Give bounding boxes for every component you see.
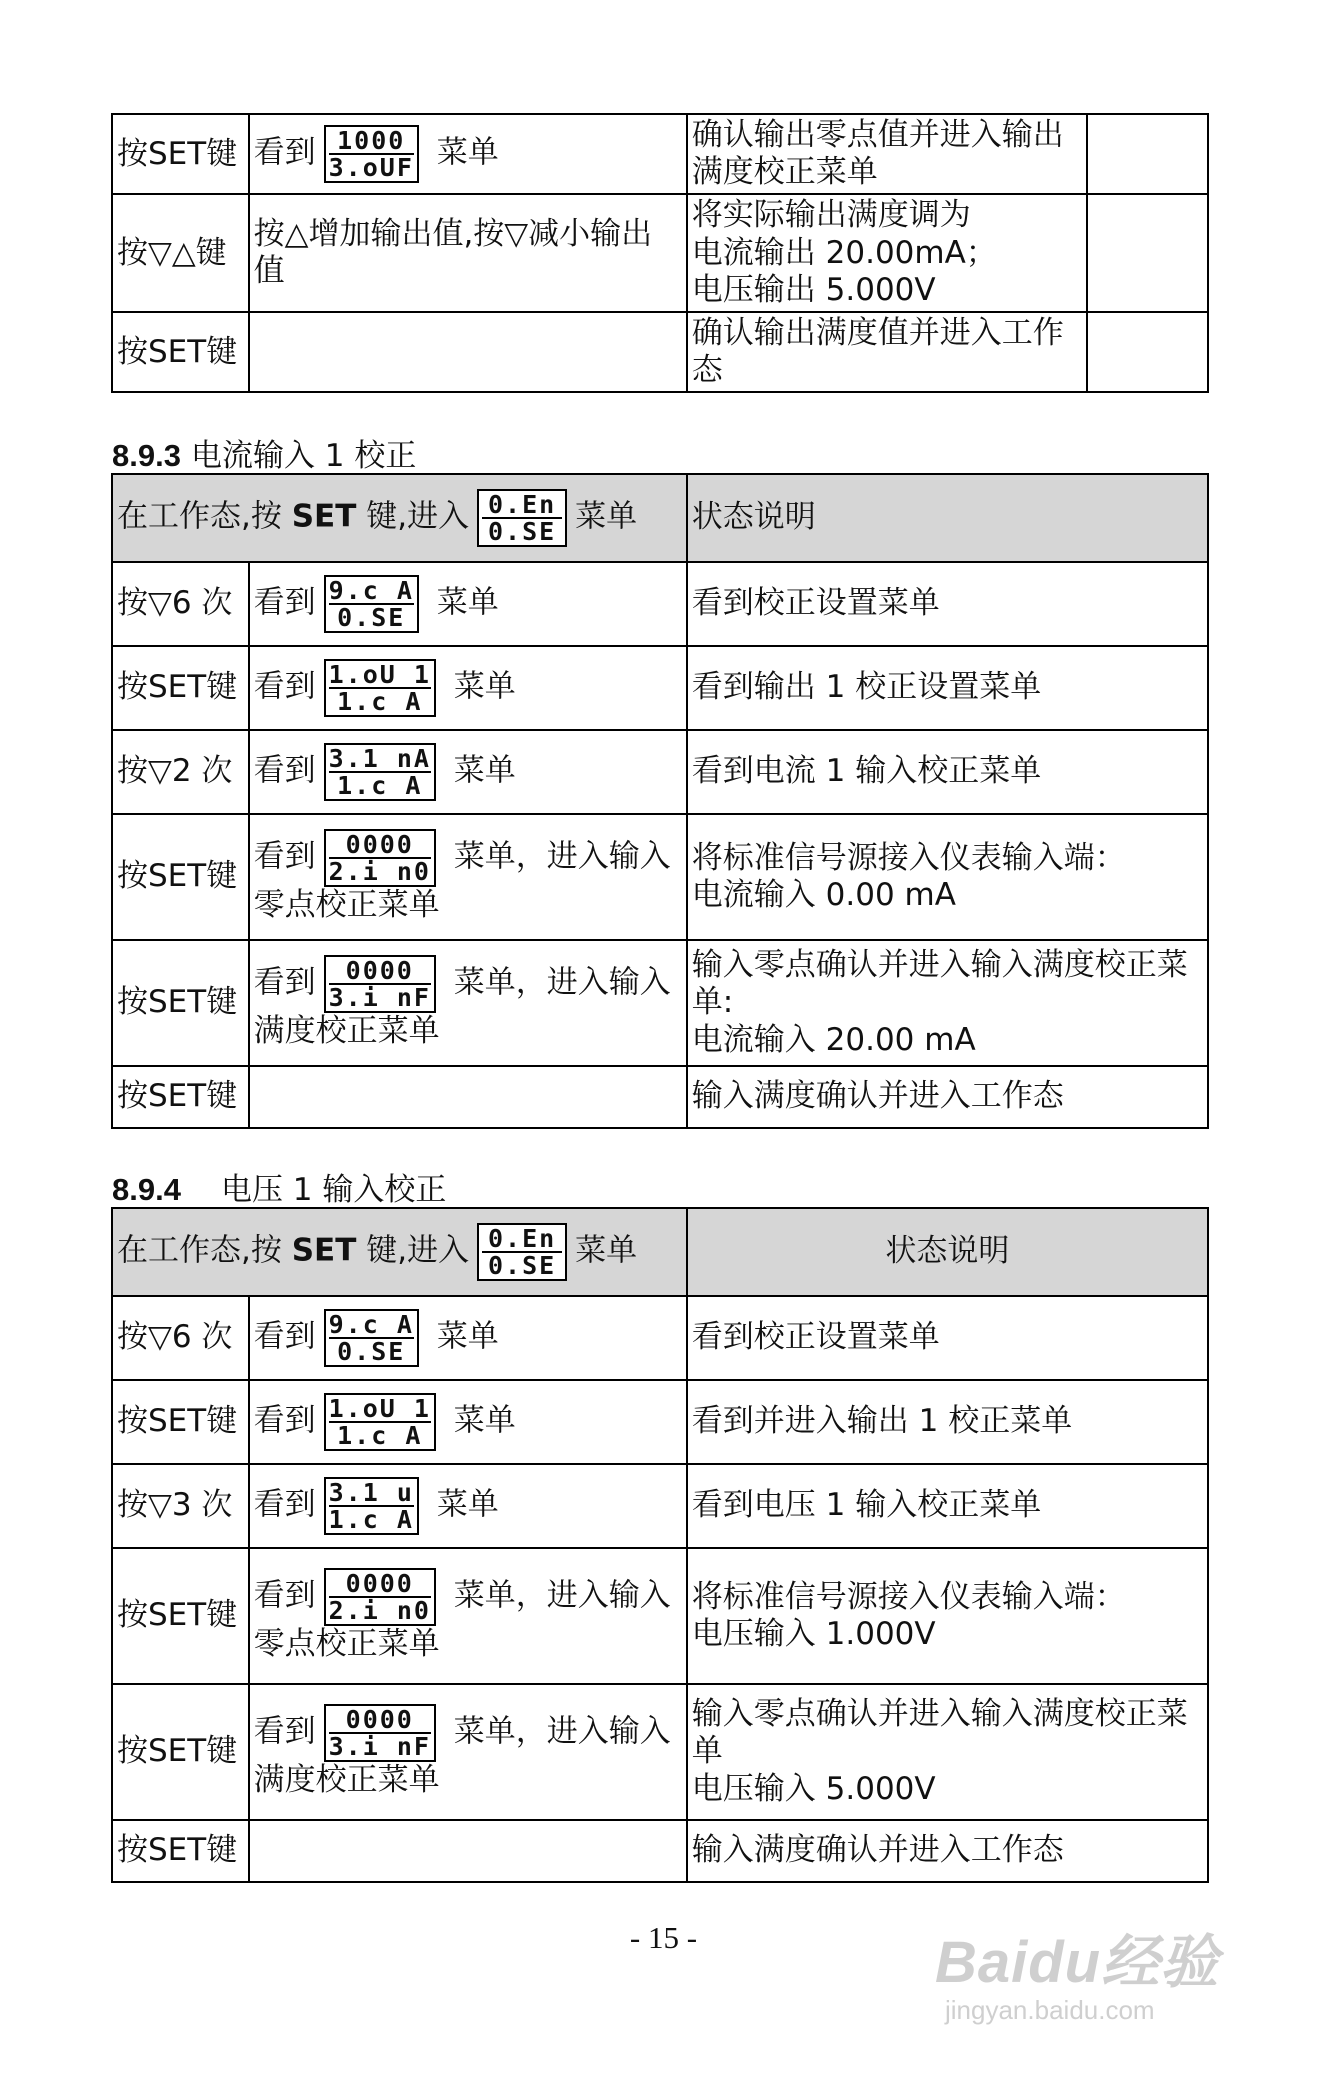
display-cell	[249, 312, 687, 392]
status-header-label: 状态说明	[885, 1233, 1010, 1270]
display-text: 看到	[253, 964, 316, 1001]
lcd-display-icon	[477, 1223, 567, 1281]
current-input-calibration-table	[111, 473, 1209, 1129]
action-label: 按SET键	[117, 984, 238, 1021]
section-number: 8.9.4	[112, 1172, 181, 1207]
current-input-calibration-body	[112, 474, 1208, 1128]
table-row	[112, 1464, 1208, 1548]
action-label: 按▽3 次	[117, 1487, 233, 1524]
display-suffix: 菜单	[426, 584, 499, 621]
lcd-top-line: 0.En	[487, 490, 557, 519]
header-text: 在工作态,按	[117, 1232, 292, 1269]
header-status	[687, 1208, 1208, 1296]
action-cell	[112, 114, 249, 194]
lcd-bottom-line: 0.SE	[482, 1251, 562, 1278]
description-text: 将标准信号源接入仪表输入端： 电压输入 1.000V	[691, 1578, 1126, 1652]
table-row	[112, 562, 1208, 646]
action-cell	[112, 1820, 249, 1882]
display-suffix: 菜单，进入输入零点校正菜单	[253, 838, 671, 924]
display-cell	[249, 562, 687, 646]
table-header-row	[112, 1208, 1208, 1296]
voltage-input-calibration-table	[111, 1207, 1209, 1883]
display-cell	[249, 1380, 687, 1464]
section-heading-8-9-4	[112, 1164, 446, 1209]
table-row	[112, 1066, 1208, 1128]
action-label: 按SET键	[117, 333, 238, 370]
description-cell	[687, 1548, 1208, 1684]
set-key-label: SET	[291, 1232, 357, 1269]
description-cell	[687, 1820, 1208, 1882]
description-text: 看到电流 1 输入校正菜单	[691, 753, 1042, 790]
display-suffix: 菜单	[443, 1402, 516, 1439]
description-cell	[687, 114, 1087, 194]
table-row	[112, 646, 1208, 730]
action-label: 按SET键	[117, 1403, 238, 1440]
header-text: 菜单	[575, 1232, 638, 1269]
lcd-display-icon	[324, 1309, 419, 1367]
action-cell	[112, 1380, 249, 1464]
table-header-row	[112, 474, 1208, 562]
lcd-top-line: 0000	[345, 830, 414, 860]
display-text: 按△增加输出值,按▽减小输出值	[253, 215, 653, 290]
display-text: 看到	[253, 1486, 316, 1523]
output-calibration-body	[112, 114, 1208, 392]
display-cell	[249, 1684, 687, 1820]
description-cell	[687, 814, 1208, 940]
action-cell	[112, 1548, 249, 1684]
table-row	[112, 114, 1208, 194]
header-text: 键,进入	[356, 498, 470, 535]
display-cell	[249, 194, 687, 312]
lcd-display-icon	[324, 1393, 436, 1451]
table-row	[112, 730, 1208, 814]
display-suffix: 菜单	[443, 668, 516, 705]
action-label: 按▽2 次	[117, 753, 233, 790]
header-instruction	[112, 474, 687, 562]
lcd-bottom-line: 0.SE	[329, 1337, 414, 1364]
lcd-bottom-line: 1.c A	[328, 1505, 414, 1534]
section-number: 8.9.3	[112, 438, 181, 473]
display-text: 看到	[253, 584, 316, 621]
voltage-input-calibration-body	[112, 1208, 1208, 1882]
section-heading-8-9-3	[112, 430, 416, 475]
status-header-label: 状态说明	[691, 499, 816, 536]
description-text: 将标准信号源接入仪表输入端： 电流输入 0.00 mA	[691, 839, 1126, 913]
lcd-bottom-line: 3.oUF	[328, 153, 414, 183]
display-text: 看到	[253, 752, 316, 789]
action-label: 按SET键	[117, 1597, 238, 1634]
description-text: 输入零点确认并进入输入满度校正菜单 电压输入 5.000V	[691, 1696, 1188, 1807]
header-status	[687, 474, 1208, 562]
table-row	[112, 1548, 1208, 1684]
action-label: 按SET键	[117, 135, 238, 172]
table-row	[112, 312, 1208, 392]
description-text: 看到校正设置菜单	[691, 585, 940, 622]
lcd-display-icon	[324, 1477, 419, 1535]
display-suffix: 菜单	[443, 752, 516, 789]
display-cell	[249, 1464, 687, 1548]
lcd-display-icon	[324, 125, 419, 183]
description-text: 看到校正设置菜单	[691, 1319, 940, 1356]
action-label: 按▽6 次	[117, 1319, 233, 1356]
lcd-top-line: 3.1 nA	[328, 744, 431, 773]
display-cell	[249, 1820, 687, 1882]
section-title: 电压 1 输入校正	[220, 1172, 447, 1208]
display-cell	[249, 814, 687, 940]
display-text: 看到	[253, 838, 316, 875]
lcd-bottom-line: 1.c A	[329, 1421, 431, 1448]
lcd-top-line: 0.En	[487, 1224, 557, 1253]
description-text: 确认输出零点值并进入输出满度校正菜单	[691, 117, 1064, 191]
description-cell	[687, 562, 1208, 646]
description-cell	[687, 1464, 1208, 1548]
description-cell	[687, 730, 1208, 814]
description-cell	[687, 940, 1208, 1066]
display-text: 看到	[253, 1402, 316, 1439]
action-label: 按SET键	[117, 1733, 238, 1770]
extra-cell	[1087, 194, 1208, 312]
action-cell	[112, 1066, 249, 1128]
lcd-top-line: 0000	[345, 956, 414, 986]
table-row	[112, 814, 1208, 940]
action-cell	[112, 1296, 249, 1380]
action-cell	[112, 194, 249, 312]
lcd-display-icon	[324, 659, 436, 717]
display-suffix: 菜单	[426, 1318, 499, 1355]
display-suffix: 菜单，进入输入满度校正菜单	[253, 1713, 671, 1799]
description-cell	[687, 1066, 1208, 1128]
header-text: 键,进入	[356, 1232, 470, 1269]
lcd-top-line: 0000	[345, 1569, 414, 1599]
description-cell	[687, 194, 1087, 312]
lcd-bottom-line: 0.SE	[329, 603, 414, 630]
display-cell	[249, 1066, 687, 1128]
lcd-top-line: 1.oU 1	[328, 1394, 431, 1423]
display-cell	[249, 1296, 687, 1380]
description-cell	[687, 1296, 1208, 1380]
action-label: 按SET键	[117, 1078, 238, 1115]
lcd-display-icon	[324, 829, 436, 887]
description-text: 看到电压 1 输入校正菜单	[691, 1487, 1042, 1524]
action-cell	[112, 940, 249, 1066]
display-suffix: 菜单	[426, 134, 499, 171]
table-row	[112, 1820, 1208, 1882]
display-text: 看到	[253, 134, 316, 171]
header-text: 菜单	[575, 498, 638, 535]
display-text: 看到	[253, 1713, 316, 1750]
display-cell	[249, 114, 687, 194]
lcd-display-icon	[324, 743, 436, 801]
display-cell	[249, 646, 687, 730]
table-row	[112, 1684, 1208, 1820]
display-suffix: 菜单，进入输入满度校正菜单	[253, 964, 671, 1050]
display-text: 看到	[253, 1577, 316, 1614]
action-cell	[112, 730, 249, 814]
lcd-display-icon	[477, 489, 567, 547]
description-text: 输入满度确认并进入工作态	[691, 1832, 1064, 1869]
extra-cell	[1087, 312, 1208, 392]
display-cell	[249, 730, 687, 814]
page-number: - 15 -	[629, 1920, 698, 1955]
description-cell	[687, 312, 1087, 392]
description-text: 输入满度确认并进入工作态	[691, 1078, 1064, 1115]
lcd-display-icon	[324, 1704, 436, 1762]
lcd-bottom-line: 0.SE	[482, 517, 562, 544]
section-title: 电流输入 1 校正	[190, 438, 417, 474]
header-instruction	[112, 1208, 687, 1296]
extra-cell	[1087, 114, 1208, 194]
lcd-top-line: 9.c A	[328, 1310, 414, 1339]
description-text: 看到输出 1 校正设置菜单	[691, 669, 1042, 706]
description-text: 输入零点确认并进入输入满度校正菜单: 电流输入 20.00 mA	[691, 947, 1188, 1058]
output-calibration-table	[111, 113, 1209, 393]
lcd-bottom-line: 3.i nF	[328, 1732, 431, 1762]
description-text: 确认输出满度值并进入工作态	[691, 314, 1064, 389]
lcd-bottom-line: 1.c A	[329, 771, 431, 798]
table-row	[112, 1296, 1208, 1380]
display-cell	[249, 1548, 687, 1684]
lcd-top-line: 1.oU 1	[328, 660, 431, 689]
lcd-top-line: 3.1 u	[328, 1478, 414, 1507]
action-label: 按▽△键	[117, 234, 227, 271]
lcd-bottom-line: 2.i n0	[328, 857, 431, 887]
header-text: 在工作态,按	[117, 498, 292, 535]
action-cell	[112, 1464, 249, 1548]
lcd-top-line: 9.c A	[328, 576, 414, 605]
action-cell	[112, 814, 249, 940]
set-key-label: SET	[291, 498, 357, 535]
lcd-top-line: 1000	[337, 126, 406, 156]
action-label: 按SET键	[117, 669, 238, 706]
action-label: 按▽6 次	[117, 585, 233, 622]
lcd-display-icon	[324, 575, 419, 633]
table-row	[112, 940, 1208, 1066]
display-text: 看到	[253, 668, 316, 705]
description-text: 将实际输出满度调为 电流输出 20.00mA； 电压输出 5.000V	[691, 197, 997, 308]
description-cell	[687, 646, 1208, 730]
table-row	[112, 1380, 1208, 1464]
lcd-bottom-line: 2.i n0	[328, 1596, 431, 1626]
lcd-top-line: 0000	[345, 1705, 414, 1735]
action-cell	[112, 1684, 249, 1820]
baidu-watermark-logo: Baidu经验 jingyan.baidu.com	[935, 1930, 1220, 2025]
description-text: 看到并进入输出 1 校正菜单	[691, 1403, 1073, 1440]
lcd-display-icon	[324, 955, 436, 1013]
display-suffix: 菜单，进入输入零点校正菜单	[253, 1577, 671, 1663]
action-cell	[112, 312, 249, 392]
description-cell	[687, 1684, 1208, 1820]
action-label: 按SET键	[117, 858, 238, 895]
display-cell	[249, 940, 687, 1066]
display-text: 看到	[253, 1318, 316, 1355]
display-suffix: 菜单	[426, 1486, 499, 1523]
action-label: 按SET键	[117, 1832, 238, 1869]
description-cell	[687, 1380, 1208, 1464]
action-cell	[112, 646, 249, 730]
lcd-display-icon	[324, 1568, 436, 1626]
action-cell	[112, 562, 249, 646]
table-row	[112, 194, 1208, 312]
lcd-bottom-line: 1.c A	[329, 687, 431, 714]
lcd-bottom-line: 3.i nF	[328, 983, 431, 1013]
